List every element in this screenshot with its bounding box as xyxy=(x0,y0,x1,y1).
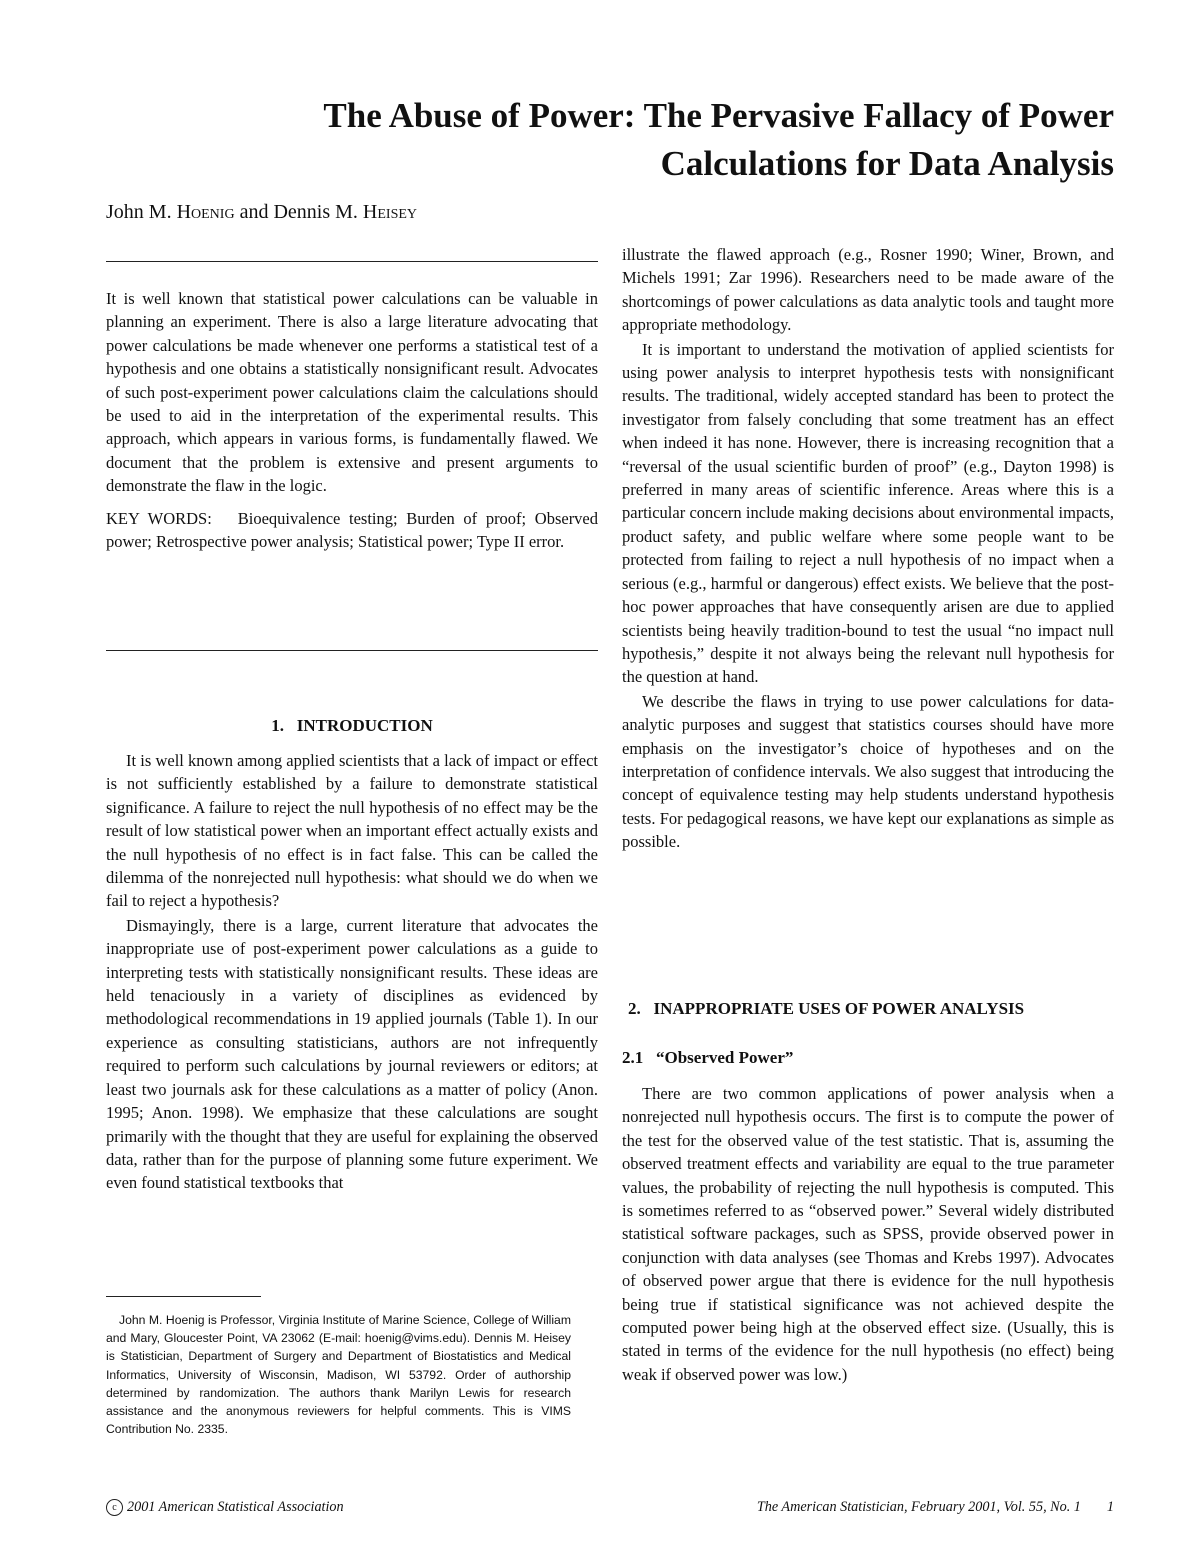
abstract-bottom-rule xyxy=(106,650,598,651)
keywords-label: KEY WORDS: xyxy=(106,508,212,528)
footer-journal-citation: The American Statistician, February 2001, Vol. 55, No. 1 xyxy=(756,1499,1081,1515)
author-line xyxy=(106,199,417,225)
abstract-top-rule xyxy=(106,261,598,262)
section-2-1-paragraph-1: There are two common applications of power analysis when a nonrejected null hypothesis occurs. The first is to compute the power of the test for the observed value of the test statistic. That is, assuming the observed treatment effects and variability are equal to the true parameter values, the probability of rejecting the null hypothesis is computed. This is sometimes referred to as “observed power.” Several widely distributed statistical software packages, such as SPSS, provide observed power in conjunction with data analyses (see Thomas and Krebs 1997). Advocates of observed power argue that there is evidence for the null hypothesis being true if statistical significance was not achieved despite the computed power being high at the observed effect size. (Usually, this is stated in terms of the evidence for the null hypothesis (no effect) being weak if observed power was low.) xyxy=(622,1084,1114,1384)
copyright-symbol: c xyxy=(106,1499,123,1516)
author-2-surname: Heisey xyxy=(362,201,418,223)
author-1-surname: Hoenig xyxy=(176,201,235,223)
right-column-paragraph-2: It is important to understand the motivation of applied scientists for using power analysis to interpret hypothesis tests with nonsignificant results. The traditional, widely accepted standard has been to protect the investigator from falsely concluding that some treatment has an effect when indeed it has none. However, there is increasing recognition that a “reversal of the usual scientific burden of proof” (e.g., Dayton 1998) is preferred in many areas of scientific inference. Areas where this is a particular concern include making decisions about environmental impacts, product safety, and public welfare where some people want to be protected from failing to reject a null hypothesis of no impact when a serious (e.g., harmful or dangerous) effect exists. We believe that the post-hoc power approaches that have consequently arisen are due to applied scientists being heavily tradition-bound to test the usual “no impact null hypothesis,” despite it not always being the relevant null hypothesis for the question at hand. xyxy=(622,339,1114,687)
footer-copyright xyxy=(106,1497,344,1517)
paper-title xyxy=(200,92,1114,188)
keywords-list: Bioequivalence testing; Burden of proof; Observed power; Retrospective power analysis; Statistical power; Type II error. xyxy=(106,508,599,552)
title-line-1: The Abuse of Power: The Pervasive Fallacy of Power xyxy=(323,96,1114,135)
section-1-paragraph-1: It is well known among applied scientists that a lack of impact or effect is not sufficiently established by a failure to demonstrate statistical significance. A failure to reject the null hypothesis of no effect may be the result of low statistical power when an important effect actually exists and the null hypothesis of no effect is in fact false. This can be called the dilemma of the nonrejected null hypothesis: what should we do when we fail to reject a hypothesis? xyxy=(106,751,598,911)
section-1-heading: 1. INTRODUCTION xyxy=(271,716,433,735)
author-2-given: and Dennis M. xyxy=(234,201,363,223)
author-footnote: John M. Hoenig is Professor, Virginia Institute of Marine Science, College of William and Mary, Gloucester Point, VA 23062 (E-mail: hoenig@vims.edu). Dennis M. Heisey is Statistician, Department of Surgery and Department of Biostatistics and Medical Informatics, University of Wisconsin, Madison, WI 53792. Order of authorship determined by randomization. The authors thank Marilyn Lewis for research assistance and the anonymous reviewers for helpful comments. This is VIMS Contribution No. 2335. xyxy=(106,1313,571,1437)
abstract-block xyxy=(106,287,598,553)
right-column-continued-paragraph: illustrate the flawed approach (e.g., Rosner 1990; Winer, Brown, and Michels 1991; Zar 1996). Researchers need to be made aware of the shortcomings of power calculations as data analytic tools and taught more appropriate methodology. xyxy=(622,245,1114,335)
right-column-body xyxy=(622,243,1114,854)
title-line-2: Calculations for Data Analysis xyxy=(660,144,1114,183)
section-2-body xyxy=(622,1082,1114,1386)
footer-copyright-text: 2001 American Statistical Association xyxy=(127,1499,344,1515)
page-number: 1 xyxy=(1106,1499,1114,1515)
section-1-body xyxy=(106,749,598,1195)
right-column-paragraph-3: We describe the flaws in trying to use power calculations for data-analytic purposes and suggest that statistics courses should have more emphasis on the investigator’s choice of hypotheses and on the interpretation of confidence intervals. We also suggest that introducing the concept of equivalence testing may help students understand hypothesis tests. For pedagogical reasons, we have kept our explanations as simple as possible. xyxy=(622,691,1114,852)
keywords xyxy=(106,507,598,554)
subsection-2-1-heading: 2.1 “Observed Power” xyxy=(622,1048,794,1067)
section-1-paragraph-2: Dismayingly, there is a large, current literature that advocates the inappropriate use of post-experiment power calculations as a guide to interpreting tests with statistically nonsignificant results. These ideas are held tenaciously in a variety of disciplines as evidenced by methodological recommendations in 19 applied journals (Table 1). In our experience as consulting statisticians, authors are not infrequently required to perform such calculations by journal reviewers or editors; at least two journals ask for these calculations as a matter of policy (Anon. 1995; Anon. 1998). We emphasize that these calculations are sought primarily with the thought that they are useful for explaining the observed data, rather than for the purpose of planning some future experiment. We even found statistical textbooks that xyxy=(106,915,598,1193)
abstract-text: It is well known that statistical power calculations can be valuable in planning an experiment. There is also a large literature advocating that power calculations be made whenever one performs a statistical test of a hypothesis and one obtains a statistically nonsignificant result. Advocates of such post-experiment power calculations claim the calculations should be used to aid in the interpretation of the experimental results. This approach, which appears in various forms, is fundamentally flawed. We document that the problem is extensive and present arguments to demonstrate the flaw in the logic. xyxy=(106,289,598,496)
footnote-rule xyxy=(106,1296,261,1297)
footer-journal xyxy=(757,1497,1114,1517)
section-2-heading: 2. INAPPROPRIATE USES OF POWER ANALYSIS xyxy=(628,999,1025,1018)
author-1-given: John M. xyxy=(106,201,177,223)
